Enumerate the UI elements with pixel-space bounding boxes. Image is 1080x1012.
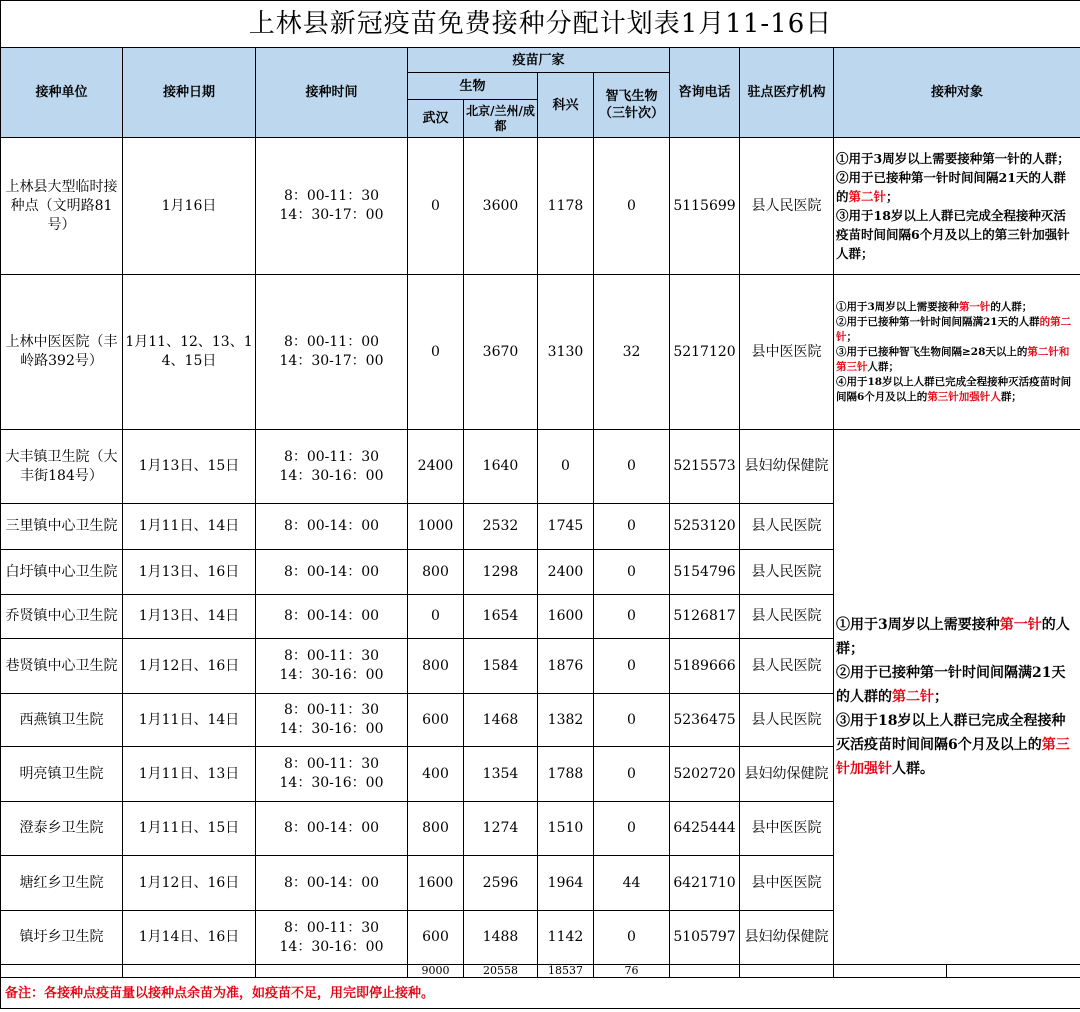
station: 县妇幼保健院 [740, 911, 834, 965]
phone: 6421710 [670, 856, 740, 911]
header-manufacturer: 疫苗厂家 [408, 48, 670, 73]
time-slot-2: 14：30-16：00 [279, 938, 384, 955]
unit-name: 三里镇中心卫生院 [1, 504, 123, 550]
vaccination-date: 1月12日、16日 [123, 856, 256, 911]
qty-wuhan: 0 [408, 138, 464, 275]
unit-name: 上林中医医院（丰岭路392号） [1, 275, 123, 430]
target-line: ③用于已接种智飞生物间隔≥28天以上的第二针和第三针人群； [836, 345, 1070, 373]
station: 县人民医院 [740, 550, 834, 595]
station: 县人民医院 [740, 595, 834, 639]
vaccination-date: 1月11日、13日 [123, 747, 256, 802]
vaccination-time [256, 275, 408, 430]
target-group-3 [834, 430, 1080, 965]
qty-beijing: 1584 [464, 639, 538, 694]
page-title: 上林县新冠疫苗免费接种分配计划表1月11-16日 [1, 1, 1080, 48]
total-beijing: 20558 [464, 965, 538, 978]
vaccination-time [256, 856, 408, 911]
qty-kexing: 1788 [538, 747, 594, 802]
target-line: ③用于18岁以上人群已完成全程接种灭活疫苗时间间隔6个月及以上的第三针加强针人群。 [836, 713, 1070, 777]
station: 县妇幼保健院 [740, 430, 834, 504]
qty-kexing: 1510 [538, 802, 594, 856]
target-line: ②用于已接种第一针时间间隔21天的人群的第二针； [836, 170, 1066, 204]
qty-beijing: 3600 [464, 138, 538, 275]
qty-zhifei: 0 [594, 550, 670, 595]
time-slot-1: 8：00-11：30 [283, 648, 380, 664]
totals-blank [256, 965, 408, 978]
qty-wuhan: 800 [408, 802, 464, 856]
total-wuhan: 9000 [408, 965, 464, 978]
vaccination-date: 1月12日、16日 [123, 639, 256, 694]
qty-zhifei: 32 [594, 275, 670, 430]
qty-zhifei: 0 [594, 802, 670, 856]
unit-name: 澄泰乡卫生院 [1, 802, 123, 856]
time-slot-1: 8：00-14：00 [283, 820, 380, 836]
vaccination-time [256, 504, 408, 550]
unit-name: 乔贤镇中心卫生院 [1, 595, 123, 639]
qty-zhifei: 0 [594, 504, 670, 550]
qty-kexing: 0 [538, 430, 594, 504]
phone: 5154796 [670, 550, 740, 595]
vaccination-time [256, 595, 408, 639]
time-slot-2: 14：30-17：00 [279, 207, 384, 223]
phone: 5217120 [670, 275, 740, 430]
vaccination-time [256, 639, 408, 694]
header-phone: 咨询电话 [670, 48, 740, 138]
qty-beijing: 3670 [464, 275, 538, 430]
total-zhifei: 76 [594, 965, 670, 978]
time-slot-1: 8：00-14：00 [283, 518, 380, 534]
vaccination-time [256, 802, 408, 856]
qty-wuhan: 1600 [408, 856, 464, 911]
qty-beijing: 1468 [464, 694, 538, 747]
qty-kexing: 1964 [538, 856, 594, 911]
unit-name: 镇圩乡卫生院 [1, 911, 123, 965]
unit-name: 上林县大型临时接种点（文明路81号） [1, 138, 123, 275]
station: 县中医医院 [740, 802, 834, 856]
qty-zhifei: 0 [594, 639, 670, 694]
station: 县中医医院 [740, 856, 834, 911]
time-slot-1: 8：00-11：30 [283, 188, 380, 204]
qty-wuhan: 600 [408, 694, 464, 747]
qty-beijing: 1298 [464, 550, 538, 595]
target-line: ①用于3周岁以上需要接种第一针的人群； [836, 617, 1070, 657]
totals-blank [670, 965, 740, 978]
qty-zhifei: 0 [594, 911, 670, 965]
header-date: 接种日期 [123, 48, 256, 138]
header-beijing: 北京/兰州/成都 [464, 100, 538, 138]
phone: 5202720 [670, 747, 740, 802]
time-slot-1: 8：00-11：30 [283, 702, 380, 718]
vaccination-time [256, 550, 408, 595]
unit-name: 西燕镇卫生院 [1, 694, 123, 747]
phone: 5215573 [670, 430, 740, 504]
header-kexing: 科兴 [538, 73, 594, 138]
header-target: 接种对象 [834, 48, 1080, 138]
vaccination-date: 1月14日、16日 [123, 911, 256, 965]
time-slot-2: 14：30-16：00 [279, 467, 384, 484]
vaccination-date: 1月13日、15日 [123, 430, 256, 504]
time-slot-1: 8：00-11：30 [283, 448, 380, 465]
qty-zhifei: 0 [594, 694, 670, 747]
totals-blank [834, 965, 947, 978]
vaccination-date: 1月11日、15日 [123, 802, 256, 856]
station: 县人民医院 [740, 694, 834, 747]
qty-kexing: 1600 [538, 595, 594, 639]
phone: 5126817 [670, 595, 740, 639]
qty-wuhan: 0 [408, 275, 464, 430]
vaccination-date: 1月11、12、13、14、15日 [123, 275, 256, 430]
target-line: ④用于18岁以上人群已完成全程接种灭活疫苗时间间隔6个月及以上的第三针加强针人群； [836, 375, 1072, 403]
totals-blank [740, 965, 834, 978]
totals-blank [1, 965, 123, 978]
totals-blank [947, 965, 1080, 978]
phone: 5189666 [670, 639, 740, 694]
vaccination-time [256, 138, 408, 275]
station: 县人民医院 [740, 504, 834, 550]
header-zhifei: 智飞生物（三针次） [594, 73, 670, 138]
phone: 5105797 [670, 911, 740, 965]
totals-blank [123, 965, 256, 978]
vaccination-date: 1月11日、14日 [123, 504, 256, 550]
unit-name: 巷贤镇中心卫生院 [1, 639, 123, 694]
qty-kexing: 1142 [538, 911, 594, 965]
qty-wuhan: 800 [408, 550, 464, 595]
target-group-1 [834, 138, 1080, 275]
qty-zhifei: 0 [594, 747, 670, 802]
phone: 5236475 [670, 694, 740, 747]
qty-beijing: 1354 [464, 747, 538, 802]
qty-wuhan: 400 [408, 747, 464, 802]
qty-zhifei: 44 [594, 856, 670, 911]
time-slot-1: 8：00-14：00 [283, 563, 380, 580]
phone: 5115699 [670, 138, 740, 275]
unit-name: 明亮镇卫生院 [1, 747, 123, 802]
qty-kexing: 1178 [538, 138, 594, 275]
qty-wuhan: 1000 [408, 504, 464, 550]
vaccination-time [256, 911, 408, 965]
time-slot-1: 8：00-11：30 [283, 919, 380, 936]
vaccination-time [256, 747, 408, 802]
target-line: ②用于已接种第一针时间间隔满21天的人群的第二针； [836, 315, 1072, 343]
qty-zhifei: 0 [594, 138, 670, 275]
vaccination-date: 1月16日 [123, 138, 256, 275]
qty-beijing: 1640 [464, 430, 538, 504]
unit-name: 塘红乡卫生院 [1, 856, 123, 911]
time-slot-2: 14：30-17：00 [279, 353, 384, 369]
phone: 5253120 [670, 504, 740, 550]
header-wuhan: 武汉 [408, 100, 464, 138]
vaccination-date: 1月13日、16日 [123, 550, 256, 595]
qty-wuhan: 0 [408, 595, 464, 639]
target-line: ①用于3周岁以上需要接种第一针的人群； [836, 300, 1033, 313]
time-slot-1: 8：00-14：00 [283, 874, 380, 891]
total-kexing: 18537 [538, 965, 594, 978]
qty-wuhan: 800 [408, 639, 464, 694]
qty-zhifei: 0 [594, 430, 670, 504]
qty-beijing: 1488 [464, 911, 538, 965]
target-group-2 [834, 275, 1080, 430]
header-station: 驻点医疗机构 [740, 48, 834, 138]
time-slot-2: 14：30-16：00 [279, 721, 384, 737]
vaccination-time [256, 694, 408, 747]
unit-name: 大丰镇卫生院（大丰街184号） [1, 430, 123, 504]
qty-kexing: 3130 [538, 275, 594, 430]
station: 县中医医院 [740, 275, 834, 430]
qty-kexing: 1745 [538, 504, 594, 550]
qty-beijing: 2596 [464, 856, 538, 911]
qty-kexing: 2400 [538, 550, 594, 595]
qty-kexing: 1876 [538, 639, 594, 694]
footnote: 备注：各接种点疫苗量以接种点余苗为准，如疫苗不足，用完即停止接种。 [1, 978, 1080, 1009]
target-line: ②用于已接种第一针时间间隔满21天的人群的第二针； [836, 665, 1066, 705]
qty-zhifei: 0 [594, 595, 670, 639]
target-line: ①用于3周岁以上需要接种第一针的人群； [836, 151, 1070, 166]
time-slot-1: 8：00-11：30 [283, 756, 380, 772]
station: 县人民医院 [740, 138, 834, 275]
qty-wuhan: 2400 [408, 430, 464, 504]
vaccination-date: 1月11日、14日 [123, 694, 256, 747]
qty-beijing: 1274 [464, 802, 538, 856]
qty-beijing: 1654 [464, 595, 538, 639]
time-slot-2: 14：30-16：00 [279, 775, 384, 791]
qty-wuhan: 600 [408, 911, 464, 965]
station: 县人民医院 [740, 639, 834, 694]
qty-kexing: 1382 [538, 694, 594, 747]
time-slot-2: 14：30-16：00 [279, 667, 384, 683]
header-biotech: 生物 [408, 73, 538, 100]
station: 县妇幼保健院 [740, 747, 834, 802]
header-unit: 接种单位 [1, 48, 123, 138]
qty-beijing: 2532 [464, 504, 538, 550]
vaccination-time [256, 430, 408, 504]
unit-name: 白圩镇中心卫生院 [1, 550, 123, 595]
phone: 6425444 [670, 802, 740, 856]
time-slot-1: 8：00-11：00 [283, 334, 380, 350]
target-line: ③用于18岁以上人群已完成全程接种灭活疫苗时间间隔6个月及以上的第三针加强针人群； [836, 208, 1070, 261]
vaccination-date: 1月13日、14日 [123, 595, 256, 639]
header-time: 接种时间 [256, 48, 408, 138]
time-slot-1: 8：00-14：00 [283, 608, 380, 624]
